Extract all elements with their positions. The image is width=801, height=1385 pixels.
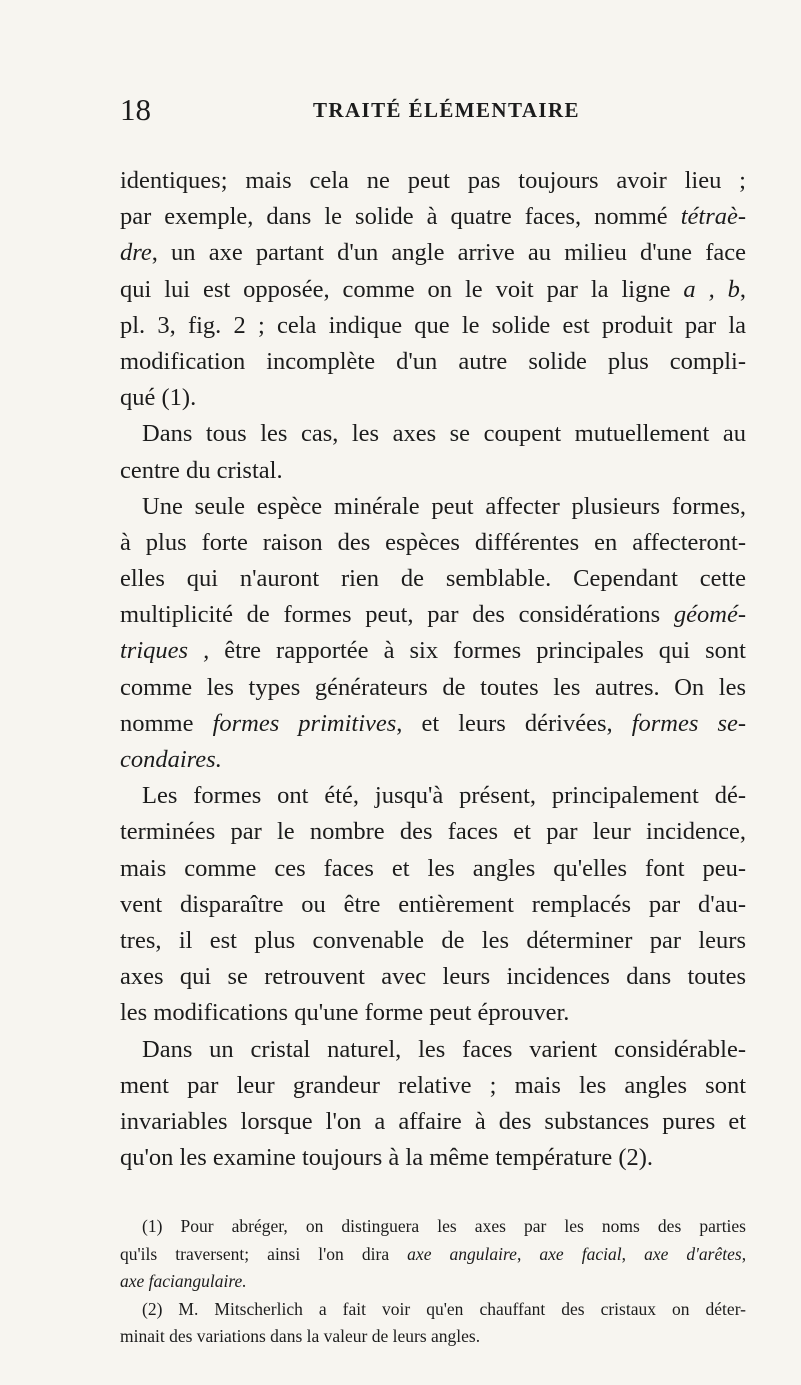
italic-term: axe facial xyxy=(539,1243,622,1264)
footnote-line: minait des variations dans la valeur de leurs angles. xyxy=(120,1326,481,1346)
text-line: invariables lorsque l'on a affaire à des substances pures et xyxy=(120,1107,746,1135)
text-line: identiques; mais cela ne peut pas toujours avoir lieu ; xyxy=(120,167,746,194)
text-line: modification incomplète d'un autre solide plus compli- xyxy=(120,347,746,375)
page-number: 18 xyxy=(120,92,151,127)
italic-term: tétraè- xyxy=(680,203,747,231)
text-line: elles qui n'auront rien de semblable. Cependant cette xyxy=(120,565,746,593)
text-line: triques , être rapportée à six formes principales qui sont xyxy=(120,637,746,665)
italic-term: condaires. xyxy=(120,746,222,773)
text-line: par exemple, dans le solide à quatre faces, nommé tétraè- xyxy=(120,203,747,231)
text-line: qu'on les examine toujours à la même température (2). xyxy=(120,1144,654,1172)
main-text xyxy=(120,163,746,1176)
text-line: comme les types générateurs de toutes les autres. On les xyxy=(120,673,746,701)
italic-term: géomé- xyxy=(673,601,746,629)
italic-term: axe d'arêtes xyxy=(644,1243,742,1264)
footnote-line: (2) M. Mitscherlich a fait voir qu'en chauffant des cristaux on déter- xyxy=(142,1298,746,1319)
text-line: mais comme ces faces et les angles qu'elles font peu- xyxy=(120,854,746,882)
text-line: dre, un axe partant d'un angle arrive au milieu d'une face xyxy=(120,239,746,267)
text-line: tres, il est plus convenable de les déterminer par leurs xyxy=(120,926,746,954)
running-title: TRAITÉ ÉLÉMENTAIRE xyxy=(313,98,580,122)
text-line xyxy=(120,742,746,778)
footnote-line: (1) Pour abréger, on distinguera les axes par les noms des parties xyxy=(142,1216,746,1236)
text-line: les modifications qu'une forme peut éprouver. xyxy=(120,999,570,1027)
italic-term: triques , xyxy=(120,637,210,665)
text-line: axes qui se retrouvent avec leurs incidences dans toutes xyxy=(120,963,746,991)
text-line: qué (1). xyxy=(120,384,197,412)
text-line: vent disparaître ou être entièrement remplacés par d'au- xyxy=(120,890,746,918)
italic-term: formes primitives xyxy=(212,709,397,737)
text-line: à plus forte raison des espèces différentes en affecteront- xyxy=(120,528,746,556)
text-line: Une seule espèce minérale peut affecter plusieurs formes, xyxy=(142,492,746,520)
text-line: Dans tous les cas, les axes se coupent mutuellement au xyxy=(142,420,746,448)
text-line: Les formes ont été, jusqu'à présent, principalement dé- xyxy=(142,782,746,810)
running-head xyxy=(120,92,740,128)
text-line: centre du cristal. xyxy=(120,456,283,484)
text-line: Dans un cristal naturel, les faces varient considérable- xyxy=(142,1035,746,1063)
italic-term: axe angulaire xyxy=(407,1243,517,1264)
italic-term: axe faciangulaire. xyxy=(120,1271,247,1291)
footnotes xyxy=(120,1213,746,1351)
italic-term: formes se- xyxy=(631,709,747,737)
footnote-line xyxy=(120,1268,746,1296)
text-line: ment par leur grandeur relative ; mais les angles sont xyxy=(120,1071,746,1099)
italic-term: dre xyxy=(120,239,152,267)
text-line: multiplicité de formes peut, par des considérations géomé- xyxy=(120,601,746,629)
footnote-line: qu'ils traversent; ainsi l'on dira axe angulaire, axe facial, axe d'arêtes, xyxy=(120,1243,747,1264)
text-line: nomme formes primitives, et leurs dérivées, formes se- xyxy=(120,709,747,737)
italic-term: a , b xyxy=(683,275,740,303)
text-line: pl. 3, fig. 2 ; cela indique que le solide est produit par la xyxy=(120,311,746,339)
text-line: qui lui est opposée, comme on le voit par la ligne a , b, xyxy=(120,275,747,303)
text-line: terminées par le nombre des faces et par leur incidence, xyxy=(120,818,746,846)
